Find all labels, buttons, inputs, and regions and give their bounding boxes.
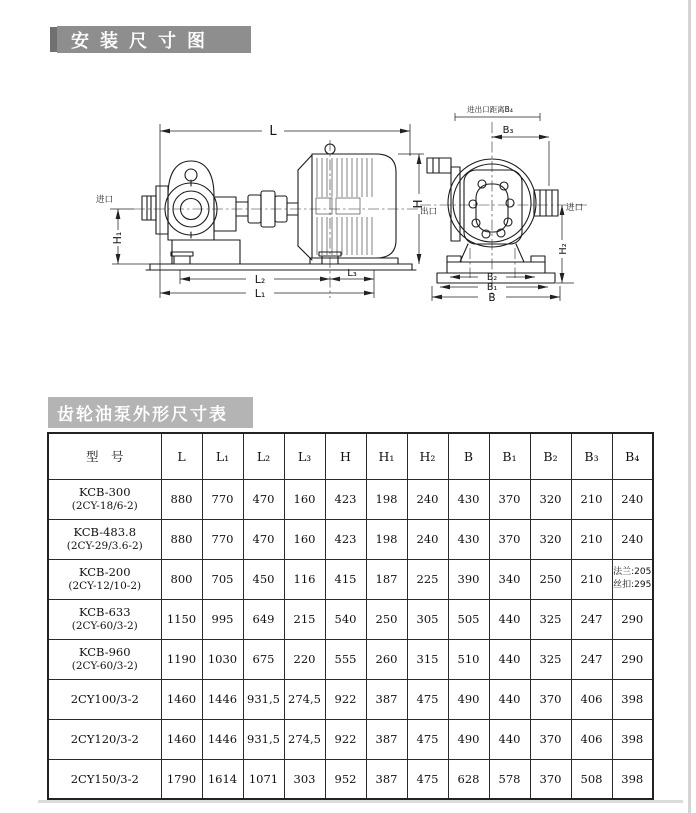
value-cell: 931,5 (243, 719, 284, 759)
model-column-header: 型 号 (48, 433, 161, 479)
section-title-dimension-table: 齿轮油泵外形尺寸表 (48, 397, 253, 428)
value-cell: 423 (325, 479, 366, 519)
value-cell: 387 (366, 719, 407, 759)
value-cell: 952 (325, 759, 366, 799)
value-cell: 290 (612, 599, 653, 639)
value-cell: 423 (325, 519, 366, 559)
dim-column-header: B₄ (612, 433, 653, 479)
value-cell: 116 (284, 559, 325, 599)
dim-label-L2: L₂ (254, 273, 266, 286)
value-cell: 1446 (202, 719, 243, 759)
value-cell: 430 (448, 519, 489, 559)
value-cell: 260 (366, 639, 407, 679)
dim-label-H1: H₁ (111, 231, 124, 245)
dim-column-header: B₂ (530, 433, 571, 479)
value-cell: 1460 (161, 719, 202, 759)
value-cell: 880 (161, 519, 202, 559)
table-row (48, 599, 653, 639)
value-cell: 325 (530, 599, 571, 639)
value-cell: 247 (571, 599, 612, 639)
value-cell: 398 (612, 679, 653, 719)
value-cell: 274,5 (284, 719, 325, 759)
value-cell: 370 (530, 759, 571, 799)
model-variant: (2CY-18/6-2) (71, 499, 138, 512)
value-cell: 1460 (161, 679, 202, 719)
model-cell (48, 599, 161, 639)
value-cell: 240 (407, 479, 448, 519)
header-row (48, 433, 653, 479)
model-name: 2CY100/3-2 (70, 691, 139, 706)
model-variant: (2CY-60/3-2) (71, 619, 138, 632)
table-row (48, 559, 653, 599)
side-view-dimensions (110, 124, 424, 298)
value-cell: 274,5 (284, 679, 325, 719)
value-cell: 440 (489, 719, 530, 759)
table-row (48, 719, 653, 759)
side-view-centerlines (134, 140, 426, 298)
value-cell: 370 (489, 479, 530, 519)
motor-terminal-band (313, 197, 375, 217)
value-cell: 370 (530, 719, 571, 759)
dim-label-B1: B₁ (486, 282, 498, 293)
table-header (48, 433, 653, 479)
model-cell (48, 479, 161, 519)
value-cell: 415 (325, 559, 366, 599)
value-cell: 398 (612, 759, 653, 799)
value-cell: 475 (407, 719, 448, 759)
value-cell: 160 (284, 479, 325, 519)
value-cell: 675 (243, 639, 284, 679)
pump-drawing-svg (0, 85, 696, 320)
model-variant: (2CY-29/3.6-2) (66, 539, 143, 552)
value-cell: 198 (366, 479, 407, 519)
value-cell: 370 (530, 679, 571, 719)
value-cell: 160 (284, 519, 325, 559)
model-cell (48, 759, 161, 799)
dim-column-header: L₃ (284, 433, 325, 479)
value-cell: 240 (612, 519, 653, 559)
table-row (48, 479, 653, 519)
value-cell: 1790 (161, 759, 202, 799)
value-cell: 922 (325, 719, 366, 759)
value-cell: 320 (530, 519, 571, 559)
value-cell: 250 (366, 599, 407, 639)
dim-label-B: B (488, 292, 496, 304)
value-cell: 1190 (161, 639, 202, 679)
value-cell: 490 (448, 719, 489, 759)
end-view-outline (427, 158, 558, 283)
dim-column-header: B₁ (489, 433, 530, 479)
dim-column-header: H₂ (407, 433, 448, 479)
value-cell: 440 (489, 679, 530, 719)
model-name: KCB-300 (78, 485, 131, 500)
model-variant: (2CY-60/3-2) (71, 659, 138, 672)
value-cell: 470 (243, 519, 284, 559)
value-cell: 390 (448, 559, 489, 599)
value-cell: 880 (161, 479, 202, 519)
value-cell: 800 (161, 559, 202, 599)
table-row (48, 519, 653, 559)
model-cell (48, 679, 161, 719)
value-cell: 370 (489, 519, 530, 559)
inlet-label-end-view: 进口 (566, 203, 584, 213)
dim-label-L1: L₁ (254, 287, 266, 300)
value-cell: 250 (530, 559, 571, 599)
value-cell: 210 (571, 479, 612, 519)
model-name: KCB-633 (78, 605, 131, 620)
value-cell: 505 (448, 599, 489, 639)
model-name: KCB-200 (78, 565, 131, 580)
dimension-table-body (48, 479, 653, 799)
model-cell (48, 639, 161, 679)
value-cell: 387 (366, 759, 407, 799)
model-cell (48, 519, 161, 559)
value-cell: 540 (325, 599, 366, 639)
dim-label-L3: L₃ (347, 268, 357, 279)
value-cell: 450 (243, 559, 284, 599)
value-cell: 628 (448, 759, 489, 799)
value-cell: 315 (407, 639, 448, 679)
model-cell (48, 559, 161, 599)
scan-edge-bottom (38, 800, 683, 803)
table-row (48, 679, 653, 719)
value-cell: 475 (407, 759, 448, 799)
value-cell: 320 (530, 479, 571, 519)
value-cell: 1446 (202, 679, 243, 719)
dim-label-H: H (411, 199, 425, 209)
table-row (48, 759, 653, 799)
value-cell: 325 (530, 639, 571, 679)
value-cell: 649 (243, 599, 284, 639)
dimension-table (47, 432, 654, 800)
split-value-cell (612, 559, 653, 599)
end-view-labels (420, 104, 583, 304)
scan-edge-right (688, 0, 691, 813)
outlet-label: 出口 (420, 207, 438, 217)
split-value-line: 法兰:205 (613, 566, 652, 577)
value-cell: 1614 (202, 759, 243, 799)
value-cell: 305 (407, 599, 448, 639)
value-cell: 430 (448, 479, 489, 519)
split-value-line: 丝扣:295 (613, 580, 652, 590)
end-view-centerlines (420, 122, 590, 298)
value-cell: 1030 (202, 639, 243, 679)
value-cell: 440 (489, 639, 530, 679)
value-cell: 220 (284, 639, 325, 679)
dim-column-header: H₁ (366, 433, 407, 479)
value-cell: 555 (325, 639, 366, 679)
section-title-installation: 安装尺寸图 (57, 26, 251, 53)
value-cell: 225 (407, 559, 448, 599)
value-cell: 705 (202, 559, 243, 599)
value-cell: 475 (407, 679, 448, 719)
value-cell: 578 (489, 759, 530, 799)
value-cell: 198 (366, 519, 407, 559)
value-cell: 387 (366, 679, 407, 719)
value-cell: 406 (571, 719, 612, 759)
dim-column-header: L₂ (243, 433, 284, 479)
value-cell: 995 (202, 599, 243, 639)
value-cell: 770 (202, 519, 243, 559)
value-cell: 440 (489, 599, 530, 639)
value-cell: 240 (612, 479, 653, 519)
model-name: 2CY120/3-2 (70, 731, 139, 746)
dim-label-B3: B₃ (502, 125, 514, 136)
value-cell: 1071 (243, 759, 284, 799)
value-cell: 187 (366, 559, 407, 599)
table-row (48, 639, 653, 679)
dim-column-header: B (448, 433, 489, 479)
dim-column-header: L (161, 433, 202, 479)
value-cell: 406 (571, 679, 612, 719)
installation-drawing (0, 85, 696, 320)
model-name: 2CY150/3-2 (70, 771, 139, 786)
model-variant: (2CY-12/10-2) (68, 579, 142, 592)
value-cell: 508 (571, 759, 612, 799)
inlet-label: 进口 (96, 195, 114, 205)
value-cell: 210 (571, 559, 612, 599)
dim-label-B2: B₂ (486, 272, 498, 283)
value-cell: 1150 (161, 599, 202, 639)
value-cell: 303 (284, 759, 325, 799)
port-distance-note: 进出口距离B₄ (467, 105, 513, 114)
value-cell: 510 (448, 639, 489, 679)
value-cell: 490 (448, 679, 489, 719)
value-cell: 922 (325, 679, 366, 719)
dim-label-L: L (269, 124, 277, 139)
value-cell: 398 (612, 719, 653, 759)
value-cell: 240 (407, 519, 448, 559)
value-cell: 931,5 (243, 679, 284, 719)
dim-label-H2: H₂ (558, 243, 569, 255)
dim-column-header: L₁ (202, 433, 243, 479)
model-name: KCB-960 (78, 645, 131, 660)
value-cell: 770 (202, 479, 243, 519)
value-cell: 215 (284, 599, 325, 639)
value-cell: 247 (571, 639, 612, 679)
value-cell: 210 (571, 519, 612, 559)
dim-column-header: H (325, 433, 366, 479)
value-cell: 470 (243, 479, 284, 519)
value-cell: 340 (489, 559, 530, 599)
model-cell (48, 719, 161, 759)
model-name: KCB-483.8 (73, 525, 137, 540)
value-cell: 290 (612, 639, 653, 679)
dim-column-header: B₃ (571, 433, 612, 479)
